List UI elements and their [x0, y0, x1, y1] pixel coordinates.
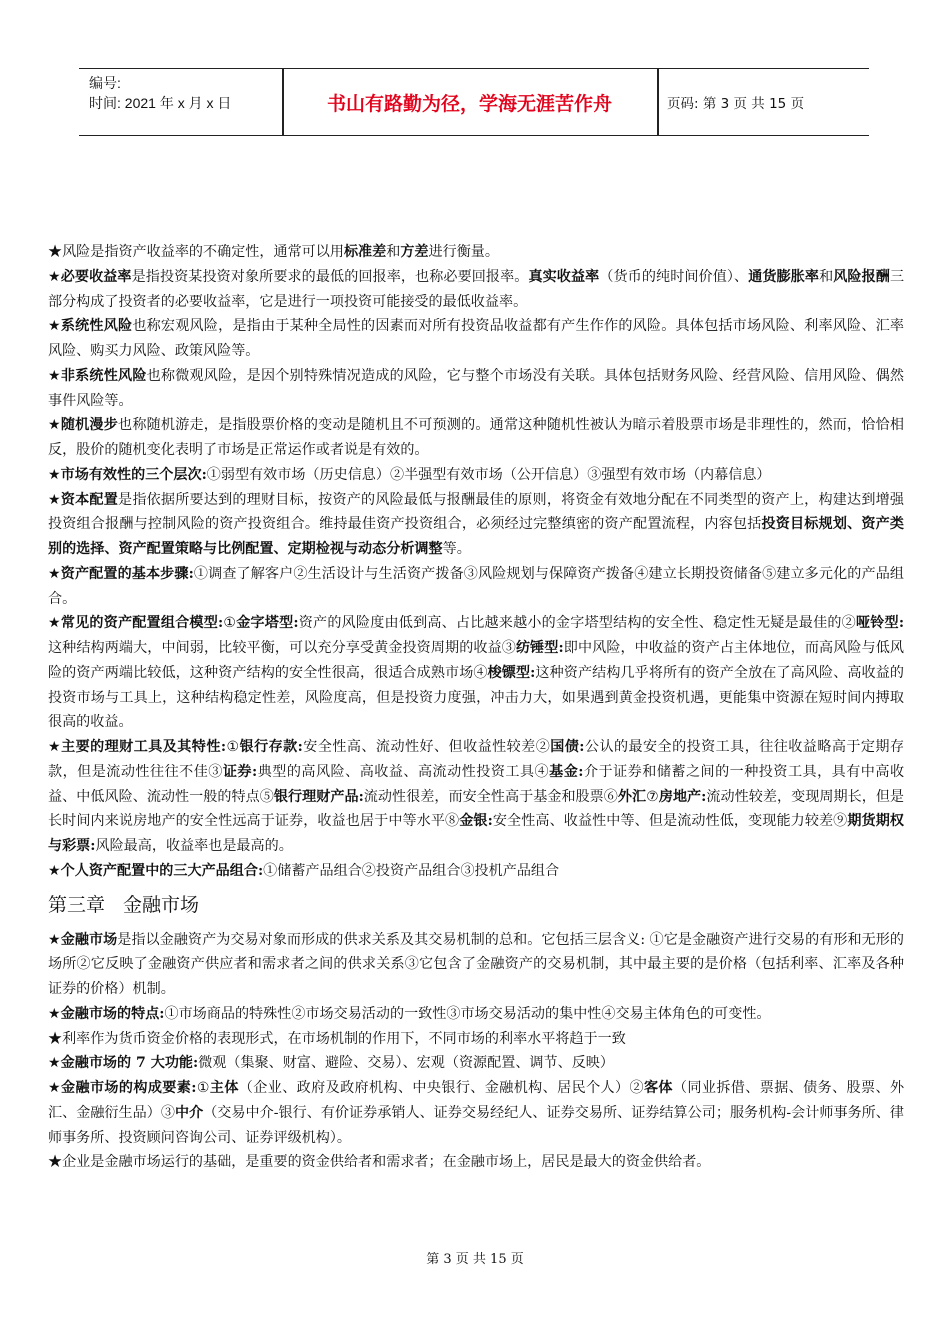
text-run: 是指以金融资产为交易对象而形成的供求关系及其交易机制的总和。它包括三层含义: ①它是金融资产进行交易的有形和无形的场所②它反映了金融资产供应者和需求者之间的供求关系③它包含了金融资产的交易机制，其中最主要的是价格（包括利率、汇率及各种证券的价格）机制。: [48, 931, 905, 997]
header-number-label: 编号:: [89, 75, 121, 91]
bold-term: 期货期权与彩票:: [48, 813, 905, 854]
chapter-number: 第三章: [48, 893, 106, 916]
bold-term: 金融市场的构成要素:: [61, 1080, 197, 1096]
bold-term: 哑铃型:: [855, 615, 905, 632]
text-run: 流动性很差，而安全性高于基金和股票⑥: [363, 788, 618, 805]
text-run: 介于证券和储蓄之间的一种投资工具，具有中高收益、中低风险、流动性一般的特点⑤: [48, 763, 905, 805]
text-run: 这种结构两端大，中间弱，比较平衡，可以充分享受黄金投资周期的收益③: [48, 640, 516, 656]
header-motto: 书山有路勤为径，学海无涯苦作舟: [326, 92, 612, 115]
bold-term: 银行存款:: [239, 739, 303, 755]
paragraph: [48, 1027, 904, 1052]
paragraph: [48, 1051, 904, 1076]
text-run: 和: [386, 244, 401, 260]
bold-term: 方差: [400, 244, 429, 260]
bold-term: 外汇: [617, 788, 647, 805]
section-risk-and-allocation: [48, 240, 904, 884]
bold-term: 主体: [209, 1080, 239, 1096]
text-run: 是指投资某投资对象所要求的最低的回报率，也称必要回报率。: [131, 268, 529, 285]
bold-term: 金银:: [459, 813, 493, 830]
paragraph: [48, 1002, 904, 1027]
text-run: 也称微观风险，是因个别特殊情况造成的风险，它与整个市场没有关联。具体包括财务风险、经营风险、信用风险、偶然事件风险等。: [48, 367, 904, 409]
paragraph: [48, 364, 904, 414]
bold-term: 标准差: [343, 244, 387, 260]
bold-term: 常见的资产配置组合模型:: [60, 615, 224, 632]
paragraph: [48, 735, 904, 859]
bold-term: 纺锤型:: [515, 640, 564, 656]
text-run: ★风险是指资产收益率的不确定性，通常可以用: [48, 244, 344, 260]
text-run: （企业、政府及政府机构、中央银行、金融机构、居民个人）②: [238, 1080, 644, 1096]
bold-term: 金字塔型:: [236, 615, 299, 632]
text-run: 风险最高，收益率也是最高的。: [95, 838, 293, 854]
text-run: ★: [48, 1005, 61, 1022]
bold-term: 通货膨胀率: [748, 268, 820, 285]
text-run: 也称宏观风险，是指由于某种全局性的因素而对所有投资品收益都有产生作作的风险。具体包括市场风险、利率风险、汇率风险、购买力风险、政策风险等。: [48, 318, 905, 359]
text-run: （同业拆借、票据、债务、股票、外汇、金融衍生品）③: [48, 1080, 905, 1121]
bold-term: 房地产:: [658, 788, 707, 805]
text-run: ★: [48, 268, 61, 285]
text-run: 资产的风险度由低到高、占比越来越小的金字塔型结构的安全性、稳定性无疑是最佳的②: [298, 615, 856, 632]
bold-term: 国债:: [550, 739, 585, 755]
text-run: 流动性较差，变现周期长，但是长时间内来说房地产的安全性远高于证券，收益也居于中等水平⑧: [48, 788, 905, 830]
text-run: ★: [48, 318, 61, 335]
chapter-heading: [48, 892, 904, 918]
text-run: 微观（集聚、财富、避险、交易）、宏观（资源配置、调节、反映）: [198, 1055, 614, 1072]
paragraph: [48, 859, 904, 884]
header-divider: [657, 69, 659, 135]
chapter-title: 金融市场: [123, 893, 200, 916]
text-run: ①市场商品的特殊性②市场交易活动的一致性③市场交易活动的集中性④交易主体角色的可变性。: [164, 1005, 771, 1022]
bold-term: 必要收益率: [60, 268, 132, 285]
paragraph: [48, 928, 904, 1002]
document-body: [48, 240, 904, 1175]
bold-term: 金融市场的特点:: [60, 1005, 165, 1022]
paragraph: [48, 463, 904, 488]
text-run: ①: [223, 615, 237, 632]
text-run: ①弱型有效市场（历史信息）②半强型有效市场（公开信息）③强型有效市场（内幕信息）: [206, 466, 771, 483]
text-run: 和: [819, 268, 834, 285]
text-run: ①储蓄产品组合②投资产品组合③投机产品组合: [263, 862, 560, 879]
header-meta: [89, 73, 279, 113]
text-run: ★: [48, 862, 61, 879]
text-run: 即中风险，中收益的资产占主体地位，而高风险与低风险的资产两端比较低，这种资产结构的安全性很高，很适合成熟市场④: [48, 640, 905, 681]
bold-term: 非系统性风险: [60, 367, 147, 384]
bold-term: 客体: [643, 1080, 673, 1096]
text-run: 安全性高、收益性中等、但是流动性低，变现能力较差⑨: [492, 813, 848, 830]
header-page-info: 页码: 第 3 页 共 15 页: [667, 96, 805, 112]
text-run: ★利率作为货币资金价格的表现形式，在市场机制的作用下，不同市场的利率水平将趋于一致: [48, 1030, 626, 1047]
bold-term: 真实收益率: [528, 268, 600, 285]
bold-term: 金融市场的 7 大功能:: [60, 1055, 199, 1072]
text-run: ★: [48, 565, 61, 582]
text-run: ①: [196, 1080, 210, 1096]
page-footer: 第 3 页 共 15 页: [426, 1252, 524, 1267]
bold-term: 梭镖型:: [487, 664, 536, 681]
bold-term: 资产配置的基本步骤:: [60, 565, 194, 582]
text-run: （交易中介-银行、有价证券承销人、证券交易经纪人、证券交易所、证券结算公司；服务机构-会计师事务所、律师事务所、投资顾问咨询公司、证券评级机构）。: [48, 1104, 904, 1146]
text-run: （货币的纯时间价值）、: [599, 268, 749, 285]
text-run: ★: [48, 615, 61, 632]
text-run: 公认的最安全的投资工具，往往收益略高于定期存款，但是流动性往往不佳③: [48, 739, 905, 780]
bold-term: 主要的理财工具及其特性:: [61, 739, 227, 755]
text-run: ★: [48, 417, 61, 434]
text-run: ★: [48, 491, 61, 508]
text-run: ★企业是金融市场运行的基础，是重要的资金供给者和需求者；在金融市场上，居民是最大的资金供给者。: [48, 1154, 711, 1171]
text-run: ①: [226, 739, 240, 755]
bold-term: 资本配置: [60, 491, 119, 508]
bold-term: 银行理财产品:: [273, 788, 364, 805]
text-run: 这种资产结构几乎将所有的资产全放在了高风险、高收益的投资市场与工具上，这种结构稳定性差，风险度高，但是投资力度强，冲击力大，如果遇到黄金投资机遇，更能集中资源在短时间内搏取很高的收益。: [48, 664, 905, 731]
text-run: ★: [48, 1080, 62, 1096]
header-time-label: 时间: 2021 年 x 月 x 日: [89, 95, 232, 111]
text-run: 安全性高、流动性好、但收益性较差②: [302, 739, 551, 755]
text-run: ①调查了解客户②生活设计与生活资产拨备③风险规划与保障资产拨备④建立长期投资储备⑤建立多元化的产品组合。: [48, 565, 904, 607]
text-run: 典型的高风险、高收益、高流动性投资工具④: [257, 763, 550, 780]
paragraph: [48, 1150, 904, 1175]
bold-term: 基金:: [549, 763, 584, 780]
bold-term: 金融市场: [60, 931, 118, 948]
bold-term: 投资目标规划、资产类别的选择、资产配置策略与比例配置、定期检视与动态分析调整: [48, 516, 905, 557]
text-run: 进行衡量。: [428, 244, 499, 260]
text-run: ★: [48, 1055, 61, 1072]
paragraph: [48, 314, 904, 364]
bold-term: 市场有效性的三个层次:: [60, 466, 207, 483]
page-header: [79, 68, 869, 136]
text-run: ⑦: [646, 788, 659, 805]
text-run: 三部分构成了投资者的必要收益率，它是进行一项投资可能接受的最低收益率。: [48, 268, 905, 310]
section-financial-market: [48, 928, 904, 1176]
bold-term: 证券:: [222, 763, 258, 780]
text-run: ★: [48, 466, 61, 483]
text-run: ★: [48, 931, 61, 948]
text-run: 等。: [442, 541, 471, 557]
paragraph: [48, 265, 904, 315]
paragraph: [48, 611, 904, 735]
text-run: 是指依据所要达到的理财目标，按资产的风险最低与报酬最佳的原则，将资金有效地分配在不同类型的资产上，构建达到增强投资组合报酬与控制风险的资产投资组合。维持最佳资产投资组合，必须经过完整缜密的资产配置流程，内容包括: [48, 491, 905, 533]
paragraph: [48, 488, 904, 562]
bold-term: 中介: [174, 1104, 204, 1121]
text-run: ★: [48, 739, 62, 755]
text-run: ★: [48, 367, 61, 384]
bold-term: 系统性风险: [60, 318, 133, 335]
paragraph: [48, 240, 904, 265]
bold-term: 风险报酬: [833, 268, 890, 285]
paragraph: [48, 1076, 904, 1150]
text-run: 也称随机游走，是指股票价格的变动是随机且不可预测的。通常这种随机性被认为暗示着股票市场是非理性的，然而，恰恰相反，股价的随机变化表明了市场是正常运作或者说是有效的。: [48, 417, 905, 458]
paragraph: [48, 413, 904, 463]
bold-term: 个人资产配置中的三大产品组合:: [60, 862, 264, 879]
bold-term: 随机漫步: [60, 417, 119, 434]
paragraph: [48, 562, 904, 612]
